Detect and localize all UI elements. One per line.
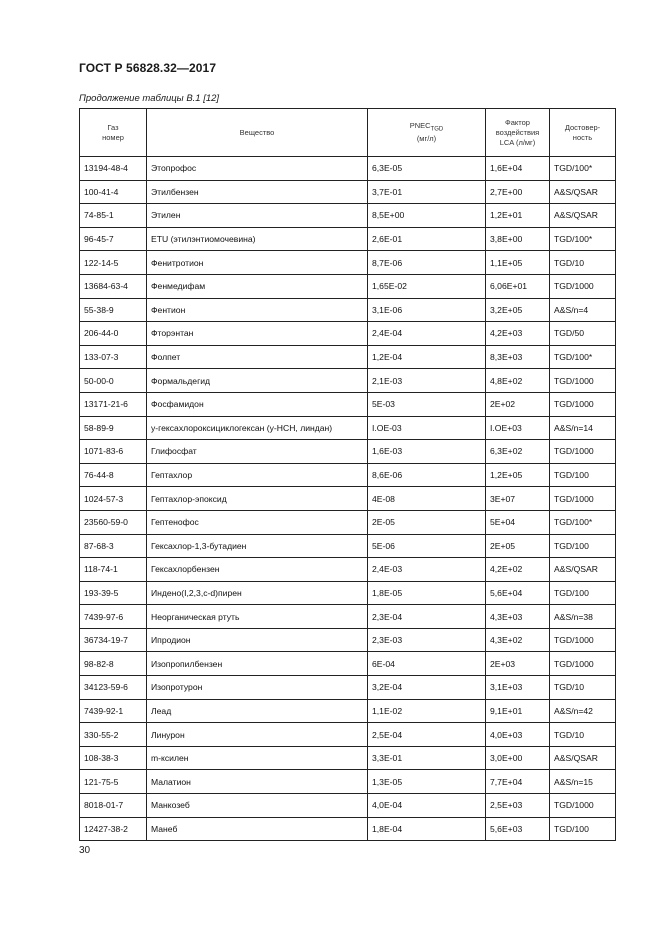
cell-gas-number: 7439-92-1 <box>80 699 147 723</box>
cell-substance: Неорганическая ртуть <box>147 605 368 629</box>
table-row <box>80 416 616 440</box>
document-title: ГОСТ Р 56828.32—2017 <box>79 61 217 75</box>
cell-substance: Этопрофос <box>147 157 368 181</box>
cell-gas-number: 121-75-5 <box>80 770 147 794</box>
table-row <box>80 746 616 770</box>
table-row <box>80 463 616 487</box>
cell-reliability: A&S/n=42 <box>550 699 616 723</box>
cell-pnec: 2,6E-01 <box>368 227 486 251</box>
cell-gas-number: 108-38-3 <box>80 746 147 770</box>
cell-pnec: 1,2E-04 <box>368 345 486 369</box>
table-row <box>80 180 616 204</box>
cell-reliability: A&S/QSAR <box>550 204 616 228</box>
cell-pnec: 1,8E-04 <box>368 817 486 841</box>
table-row <box>80 298 616 322</box>
cell-substance: Этилен <box>147 204 368 228</box>
cell-gas-number: 55-38-9 <box>80 298 147 322</box>
cell-gas-number: 36734-19-7 <box>80 628 147 652</box>
cell-impact-factor: 1,6E+04 <box>486 157 550 181</box>
cell-impact-factor: 9,1E+01 <box>486 699 550 723</box>
cell-gas-number: 34123-59-6 <box>80 676 147 700</box>
cell-impact-factor: 4,2E+03 <box>486 322 550 346</box>
table-row <box>80 157 616 181</box>
table-row <box>80 605 616 629</box>
cell-impact-factor: 4,2E+02 <box>486 558 550 582</box>
cell-reliability: TGD/100* <box>550 227 616 251</box>
cell-pnec: 2,4E-04 <box>368 322 486 346</box>
cell-pnec: 1,1E-02 <box>368 699 486 723</box>
cell-substance: Гексахлорбензен <box>147 558 368 582</box>
cell-pnec: 6E-04 <box>368 652 486 676</box>
cell-substance: Фенитротион <box>147 251 368 275</box>
cell-reliability: TGD/10 <box>550 251 616 275</box>
cell-pnec: 8,7E-06 <box>368 251 486 275</box>
cell-reliability: TGD/1000 <box>550 487 616 511</box>
cell-pnec: 3,1E-06 <box>368 298 486 322</box>
cell-gas-number: 206-44-0 <box>80 322 147 346</box>
table-row <box>80 794 616 818</box>
cell-substance: Ипродион <box>147 628 368 652</box>
cell-impact-factor: 7,7E+04 <box>486 770 550 794</box>
cell-substance: Фосфамидон <box>147 392 368 416</box>
cell-reliability: A&S/QSAR <box>550 558 616 582</box>
table-row <box>80 676 616 700</box>
cell-reliability: TGD/1000 <box>550 628 616 652</box>
table-row <box>80 558 616 582</box>
cell-pnec: 2E-05 <box>368 510 486 534</box>
table-row <box>80 723 616 747</box>
cell-reliability: TGD/1000 <box>550 794 616 818</box>
cell-pnec: 5E-06 <box>368 534 486 558</box>
cell-pnec: 1,8E-05 <box>368 581 486 605</box>
cell-substance: Фенмедифам <box>147 274 368 298</box>
cell-impact-factor: 2E+05 <box>486 534 550 558</box>
table-row <box>80 770 616 794</box>
page-number: 30 <box>79 845 91 856</box>
cell-pnec: 2,1E-03 <box>368 369 486 393</box>
cell-substance: Изопротурон <box>147 676 368 700</box>
cell-substance: Гексахлор-1,3-бутадиен <box>147 534 368 558</box>
cell-reliability: TGD/100* <box>550 510 616 534</box>
cell-gas-number: 1024-57-3 <box>80 487 147 511</box>
table-row <box>80 440 616 464</box>
cell-reliability: TGD/1000 <box>550 392 616 416</box>
cell-substance: Гептенофос <box>147 510 368 534</box>
cell-reliability: A&S/n=15 <box>550 770 616 794</box>
table-row <box>80 392 616 416</box>
cell-gas-number: 98-82-8 <box>80 652 147 676</box>
cell-substance: Этилбензен <box>147 180 368 204</box>
cell-substance: Изопропилбензен <box>147 652 368 676</box>
cell-substance: ETU (этилэнтиомочевина) <box>147 227 368 251</box>
cell-substance: Индено(I,2,3,c-d)пирен <box>147 581 368 605</box>
cell-impact-factor: 5E+04 <box>486 510 550 534</box>
table-row <box>80 204 616 228</box>
cell-pnec: 2,3E-03 <box>368 628 486 652</box>
cell-gas-number: 118-74-1 <box>80 558 147 582</box>
cell-reliability: TGD/100 <box>550 817 616 841</box>
cell-gas-number: 1071-83-6 <box>80 440 147 464</box>
cell-reliability: TGD/10 <box>550 723 616 747</box>
cell-pnec: 3,7E-01 <box>368 180 486 204</box>
cell-reliability: TGD/100* <box>550 157 616 181</box>
cell-impact-factor: 1,1E+05 <box>486 251 550 275</box>
cell-substance: Фентион <box>147 298 368 322</box>
cell-substance: Малатион <box>147 770 368 794</box>
cell-reliability: TGD/100 <box>550 534 616 558</box>
cell-reliability: A&S/QSAR <box>550 746 616 770</box>
cell-pnec: 1,6E-03 <box>368 440 486 464</box>
cell-pnec: 3,2E-04 <box>368 676 486 700</box>
cell-impact-factor: 3,8E+00 <box>486 227 550 251</box>
cell-gas-number: 193-39-5 <box>80 581 147 605</box>
table-caption: Продолжение таблицы В.1 [12] <box>79 93 220 104</box>
cell-pnec: 2,4E-03 <box>368 558 486 582</box>
table-row <box>80 510 616 534</box>
cell-reliability: TGD/100 <box>550 463 616 487</box>
table-row <box>80 699 616 723</box>
cell-impact-factor: 5,6E+04 <box>486 581 550 605</box>
cell-impact-factor: 2,5E+03 <box>486 794 550 818</box>
cell-reliability: TGD/10 <box>550 676 616 700</box>
table-row <box>80 628 616 652</box>
column-gas-number: Газ номер <box>80 109 147 157</box>
column-reliability: Достовер- ность <box>550 109 616 157</box>
cell-gas-number: 13194-48-4 <box>80 157 147 181</box>
cell-impact-factor: 3,1E+03 <box>486 676 550 700</box>
cell-substance: Фолпет <box>147 345 368 369</box>
table-row <box>80 369 616 393</box>
cell-reliability: TGD/50 <box>550 322 616 346</box>
cell-substance: Гептахлор-эпоксид <box>147 487 368 511</box>
cell-impact-factor: 8,3E+03 <box>486 345 550 369</box>
cell-impact-factor: 4,3E+02 <box>486 628 550 652</box>
cell-gas-number: 76-44-8 <box>80 463 147 487</box>
cell-substance: у-гексахлороксициклогексан (y-HCH, линдан) <box>147 416 368 440</box>
cell-gas-number: 133-07-3 <box>80 345 147 369</box>
cell-impact-factor: 1,2E+05 <box>486 463 550 487</box>
cell-impact-factor: 2,7E+00 <box>486 180 550 204</box>
cell-reliability: TGD/1000 <box>550 652 616 676</box>
table-row <box>80 251 616 275</box>
cell-pnec: 1,3E-05 <box>368 770 486 794</box>
cell-gas-number: 100-41-4 <box>80 180 147 204</box>
cell-gas-number: 23560-59-0 <box>80 510 147 534</box>
cell-gas-number: 74-85-1 <box>80 204 147 228</box>
cell-pnec: 8,5E+00 <box>368 204 486 228</box>
table-row <box>80 534 616 558</box>
cell-pnec: I.OE-03 <box>368 416 486 440</box>
column-substance: Вещество <box>147 109 368 157</box>
cell-impact-factor: 1,2E+01 <box>486 204 550 228</box>
cell-reliability: TGD/1000 <box>550 369 616 393</box>
table-row <box>80 652 616 676</box>
table-row <box>80 581 616 605</box>
cell-substance: Гептахлор <box>147 463 368 487</box>
cell-reliability: TGD/100 <box>550 581 616 605</box>
table-row <box>80 345 616 369</box>
cell-substance: Леад <box>147 699 368 723</box>
table-row <box>80 227 616 251</box>
cell-reliability: A&S/QSAR <box>550 180 616 204</box>
cell-pnec: 4,0E-04 <box>368 794 486 818</box>
cell-gas-number: 122-14-5 <box>80 251 147 275</box>
cell-impact-factor: 4,8E+02 <box>486 369 550 393</box>
cell-pnec: 8,6E-06 <box>368 463 486 487</box>
cell-substance: Фторэнтан <box>147 322 368 346</box>
cell-reliability: TGD/1000 <box>550 440 616 464</box>
cell-gas-number: 96-45-7 <box>80 227 147 251</box>
cell-impact-factor: 2E+03 <box>486 652 550 676</box>
table-body <box>80 157 616 841</box>
column-impact-factor: Фактор воздействия LCA (л/мг) <box>486 109 550 157</box>
cell-pnec: 2,5E-04 <box>368 723 486 747</box>
cell-pnec: 1,65E-02 <box>368 274 486 298</box>
cell-impact-factor: 5,6E+03 <box>486 817 550 841</box>
cell-substance: Манкозеб <box>147 794 368 818</box>
cell-substance: Формальдегид <box>147 369 368 393</box>
cell-gas-number: 50-00-0 <box>80 369 147 393</box>
cell-pnec: 2,3E-04 <box>368 605 486 629</box>
cell-impact-factor: 3,2E+05 <box>486 298 550 322</box>
table-row <box>80 322 616 346</box>
cell-impact-factor: 4,0E+03 <box>486 723 550 747</box>
cell-pnec: 6,3E-05 <box>368 157 486 181</box>
cell-gas-number: 58-89-9 <box>80 416 147 440</box>
cell-gas-number: 330-55-2 <box>80 723 147 747</box>
table-row <box>80 274 616 298</box>
substance-table <box>79 108 616 841</box>
cell-reliability: TGD/100* <box>550 345 616 369</box>
table-row <box>80 817 616 841</box>
cell-gas-number: 12427-38-2 <box>80 817 147 841</box>
cell-impact-factor: 6,06E+01 <box>486 274 550 298</box>
cell-pnec: 5E-03 <box>368 392 486 416</box>
cell-pnec: 4E-08 <box>368 487 486 511</box>
cell-gas-number: 87-68-3 <box>80 534 147 558</box>
cell-gas-number: 7439-97-6 <box>80 605 147 629</box>
column-pnec: $PNEC_{TGD}$ (мг/л) <box>368 109 486 157</box>
cell-impact-factor: 3E+07 <box>486 487 550 511</box>
cell-gas-number: 13684-63-4 <box>80 274 147 298</box>
cell-reliability: TGD/1000 <box>550 274 616 298</box>
table-row <box>80 487 616 511</box>
cell-gas-number: 8018-01-7 <box>80 794 147 818</box>
cell-reliability: A&S/n=38 <box>550 605 616 629</box>
cell-substance: Манеб <box>147 817 368 841</box>
cell-substance: Линурон <box>147 723 368 747</box>
cell-impact-factor: 2E+02 <box>486 392 550 416</box>
cell-impact-factor: I.OE+03 <box>486 416 550 440</box>
cell-pnec: 3,3E-01 <box>368 746 486 770</box>
cell-substance: Глифосфат <box>147 440 368 464</box>
cell-reliability: A&S/n=4 <box>550 298 616 322</box>
cell-gas-number: 13171-21-6 <box>80 392 147 416</box>
cell-substance: m-ксилен <box>147 746 368 770</box>
cell-impact-factor: 6,3E+02 <box>486 440 550 464</box>
cell-reliability: A&S/n=14 <box>550 416 616 440</box>
cell-impact-factor: 4,3E+03 <box>486 605 550 629</box>
cell-impact-factor: 3,0E+00 <box>486 746 550 770</box>
table-header <box>80 109 616 157</box>
